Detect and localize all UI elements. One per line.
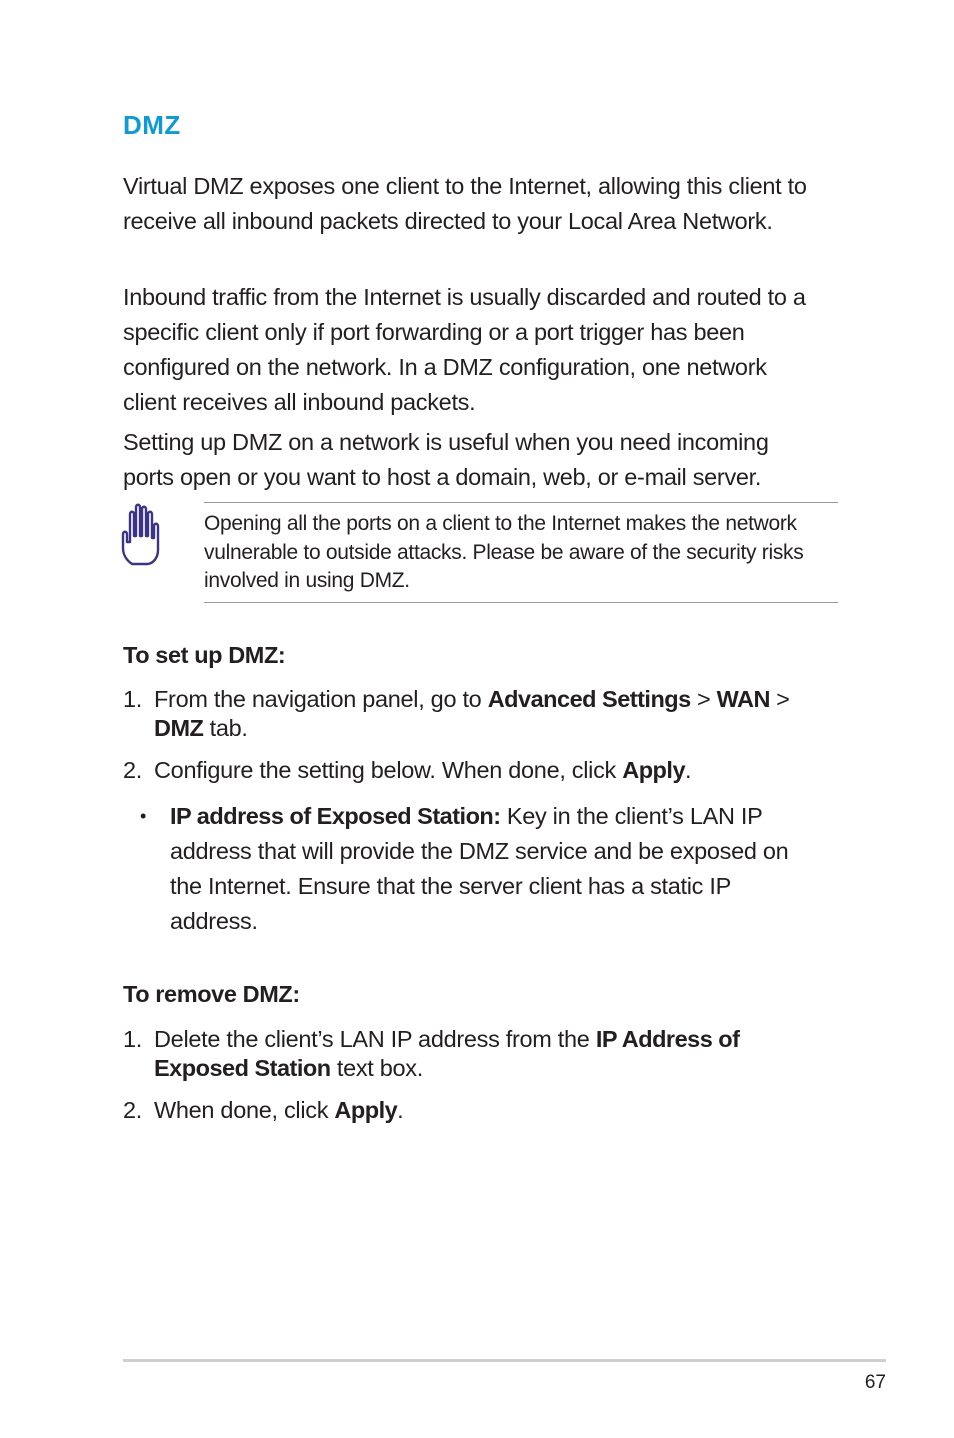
step-number: 1.	[123, 1026, 142, 1052]
apply-term: Apply	[334, 1097, 398, 1123]
warning-note-text: Opening all the ports on a client to the Internet makes the network vulnerable to outside attacks. Please be aware of the security risks involved in using DMZ.	[204, 512, 804, 592]
hand-stop-icon	[120, 502, 168, 568]
remove-step-1	[123, 1025, 838, 1083]
inbound-traffic-paragraph: Inbound traffic from the Internet is usually discarded and routed to a specific client only if port forwarding or a port trigger has been configured on the network. In a DMZ configuration, one network client receives all inbound packets.	[123, 284, 806, 415]
step-body: When done, click Apply.	[154, 1097, 404, 1123]
exposed-station-label: IP address of Exposed Station:	[170, 803, 501, 829]
dmz-usage-paragraph: Setting up DMZ on a network is useful when you need incoming ports open or you want to host a domain, web, or e-mail server.	[123, 429, 769, 490]
step-number: 2.	[123, 757, 142, 783]
remove-heading: To remove DMZ:	[123, 981, 300, 1007]
advanced-settings-term: Advanced Settings	[487, 686, 691, 712]
step-body: Delete the client’s LAN IP address from the IP Address of Exposed Station text box.	[154, 1026, 740, 1081]
apply-term: Apply	[622, 757, 686, 783]
setup-step-2	[123, 756, 838, 785]
dmz-tab-term: DMZ	[154, 715, 204, 741]
page-number: 67	[864, 1372, 886, 1393]
footer-divider	[123, 1359, 886, 1362]
remove-step-2	[123, 1096, 838, 1125]
note-divider-bottom	[204, 602, 838, 603]
note-divider-top	[204, 502, 838, 503]
exposed-station-bullet	[140, 799, 800, 939]
setup-step-1	[123, 685, 838, 743]
wan-term: WAN	[716, 686, 770, 712]
intro-paragraph: Virtual DMZ exposes one client to the Internet, allowing this client to receive all inbound packets directed to your Local Area Network.	[123, 173, 807, 234]
step-body: From the navigation panel, go to Advanced Settings > WAN > DMZ tab.	[154, 686, 790, 741]
section-title: DMZ	[123, 110, 181, 140]
bullet-body: IP address of Exposed Station: Key in the client’s LAN IP address that will provide the DMZ service and be exposed on the Internet. Ensure that the server client has a static IP address.	[170, 803, 789, 934]
bullet-marker: •	[140, 806, 147, 826]
setup-heading: To set up DMZ:	[123, 642, 286, 668]
step-number: 2.	[123, 1097, 142, 1123]
ip-address-field-term: IP Address of Exposed Station	[154, 1026, 740, 1081]
step-body: Configure the setting below. When done, click Apply.	[154, 757, 692, 783]
step-number: 1.	[123, 686, 142, 712]
